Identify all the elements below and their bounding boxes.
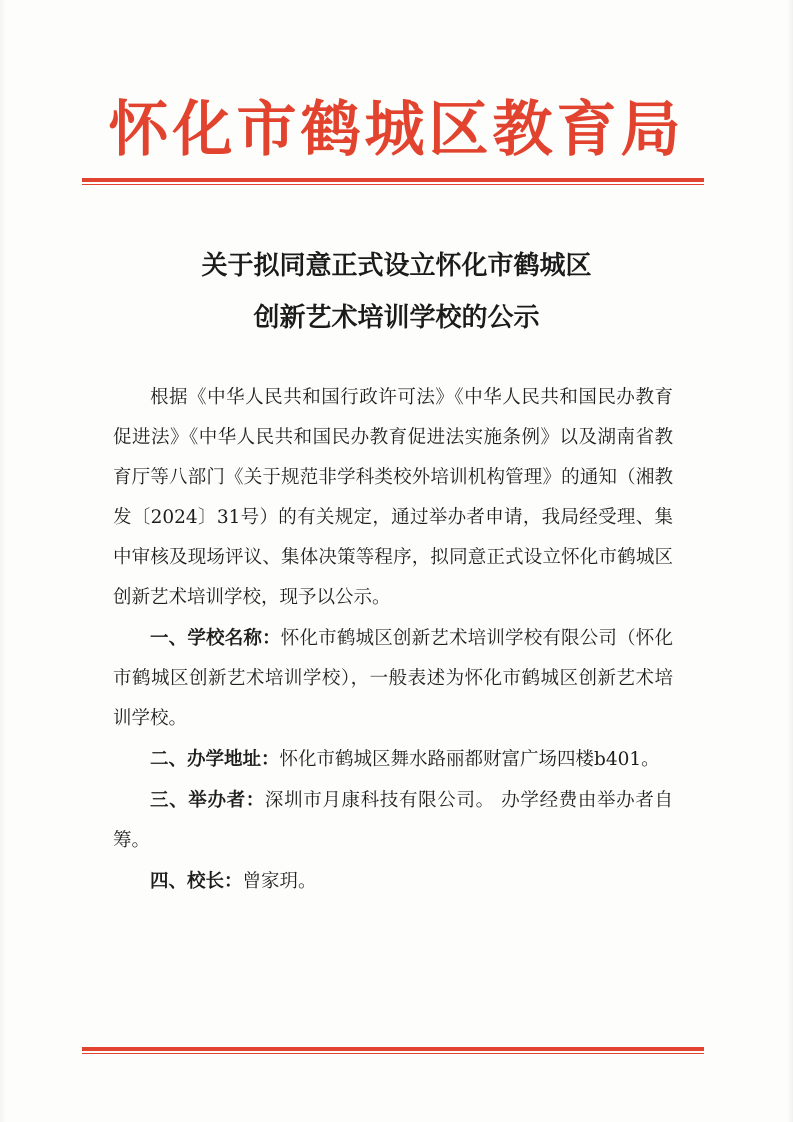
item-label: 一、学校名称： bbox=[150, 628, 281, 649]
item-text: 曾家玥。 bbox=[242, 871, 317, 892]
item-organizer bbox=[113, 781, 673, 861]
document-title bbox=[0, 240, 793, 344]
intro-paragraph: 根据《中华人民共和国行政许可法》《中华人民共和国民办教育促进法》《中华人民共和国民办教育促进法实施条例》以及湖南省教育厅等八部门《关于规范非学科类校外培训机构管理》的通知（湘教发〔2024〕31号）的有关规定，通过举办者申请，我局经受理、集中审核及现场评议、集体决策等程序，拟同意正式设立怀化市鹤城区创新艺术培训学校，现予以公示。 bbox=[113, 387, 673, 608]
item-school-name bbox=[113, 619, 673, 739]
scan-edge-right bbox=[787, 0, 793, 1122]
item-label: 三、举办者： bbox=[150, 790, 265, 811]
document-title-line-2: 创新艺术培训学校的公示 bbox=[253, 303, 540, 333]
document-title-line-1: 关于拟同意正式设立怀化市鹤城区 bbox=[201, 251, 592, 281]
letterhead-org-name: 怀化市鹤城区教育局 bbox=[108, 95, 685, 165]
item-principal bbox=[113, 862, 673, 902]
letterhead-red-rule bbox=[82, 178, 704, 185]
scan-edge-left bbox=[0, 0, 6, 1122]
item-label: 二、办学地址： bbox=[150, 749, 280, 770]
item-text: 怀化市鹤城区创新艺术培训学校有限公司（怀化市鹤城区创新艺术培训学校），一般表述为怀化市鹤城区创新艺术培训学校。 bbox=[113, 628, 673, 729]
item-text: 怀化市鹤城区舞水路丽都财富广场四楼b401。 bbox=[279, 749, 660, 770]
item-text: 深圳市月康科技有限公司。 办学经费由举办者自筹。 bbox=[113, 790, 673, 851]
footer-red-rule bbox=[82, 1047, 704, 1054]
item-school-address bbox=[113, 740, 673, 780]
document-body bbox=[113, 378, 673, 902]
item-label: 四、校长： bbox=[150, 871, 243, 892]
